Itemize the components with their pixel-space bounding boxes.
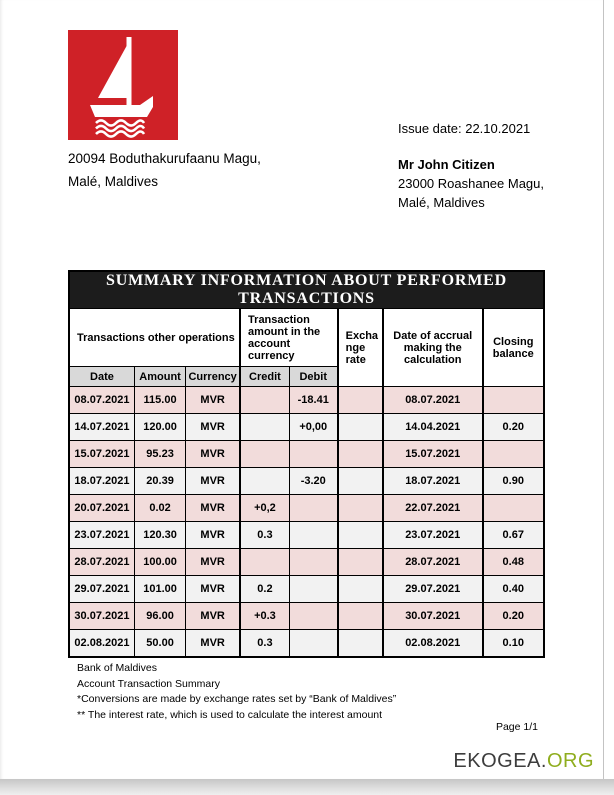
cell-credit: 0.3 bbox=[240, 522, 289, 549]
watermark-green-text: ORG bbox=[546, 750, 594, 772]
sailboat-icon bbox=[68, 30, 178, 140]
cell-amount: 100.00 bbox=[134, 549, 185, 576]
cell-amount: 20.39 bbox=[134, 468, 185, 495]
sender-address bbox=[68, 147, 261, 193]
cell-accrual-date: 18.07.2021 bbox=[383, 468, 483, 495]
footer-note-interest: ** The interest rate, which is used to calculate the interest amount bbox=[77, 708, 383, 721]
cell-closing-balance bbox=[483, 387, 544, 414]
cell-currency: MVR bbox=[186, 630, 240, 657]
cell-closing-balance: 0.10 bbox=[483, 630, 544, 657]
cell-credit: +0.3 bbox=[240, 603, 289, 630]
cell-amount: 0.02 bbox=[134, 495, 185, 522]
cell-closing-balance: 0.90 bbox=[483, 468, 544, 495]
cell-currency: MVR bbox=[186, 387, 240, 414]
table-row bbox=[69, 630, 544, 657]
cell-debit bbox=[289, 522, 337, 549]
table-row bbox=[69, 522, 544, 549]
cell-currency: MVR bbox=[186, 576, 240, 603]
page-bottom-shadow bbox=[0, 779, 614, 795]
cell-accrual-date: 28.07.2021 bbox=[383, 549, 483, 576]
table-title-row bbox=[69, 271, 544, 309]
cell-exchange-rate bbox=[338, 522, 383, 549]
cell-accrual-date: 22.07.2021 bbox=[383, 495, 483, 522]
cell-currency: MVR bbox=[186, 414, 240, 441]
cell-exchange-rate bbox=[338, 576, 383, 603]
cell-date: 23.07.2021 bbox=[69, 522, 134, 549]
cell-exchange-rate bbox=[338, 414, 383, 441]
table-row bbox=[69, 603, 544, 630]
cell-date: 29.07.2021 bbox=[69, 576, 134, 603]
table-row bbox=[69, 441, 544, 468]
cell-credit: 0.2 bbox=[240, 576, 289, 603]
header-transaction-amount: Transaction amount in the account currency bbox=[240, 309, 338, 367]
table-row bbox=[69, 495, 544, 522]
cell-debit bbox=[289, 441, 337, 468]
footer-doc-type: Account Transaction Summary bbox=[77, 677, 220, 690]
cell-closing-balance: 0.40 bbox=[483, 576, 544, 603]
cell-currency: MVR bbox=[186, 603, 240, 630]
table-row bbox=[69, 387, 544, 414]
cell-closing-balance: 0.20 bbox=[483, 414, 544, 441]
cell-accrual-date: 15.07.2021 bbox=[383, 441, 483, 468]
cell-date: 28.07.2021 bbox=[69, 549, 134, 576]
cell-credit bbox=[240, 441, 289, 468]
cell-credit bbox=[240, 549, 289, 576]
page-number: Page 1/1 bbox=[495, 721, 538, 733]
cell-debit: +0,00 bbox=[289, 414, 337, 441]
cell-exchange-rate bbox=[338, 468, 383, 495]
subheader-debit: Debit bbox=[289, 367, 337, 387]
cell-exchange-rate bbox=[338, 387, 383, 414]
cell-date: 20.07.2021 bbox=[69, 495, 134, 522]
transactions-table bbox=[68, 270, 545, 658]
sender-address-line: Malé, Maldives bbox=[68, 174, 159, 189]
cell-debit bbox=[289, 549, 337, 576]
recipient-address-line: 23000 Roashanee Magu, bbox=[398, 176, 545, 191]
cell-amount: 101.00 bbox=[134, 576, 185, 603]
sender-address-line: 20094 Boduthakurufaanu Magu, bbox=[68, 151, 261, 166]
cell-closing-balance: 0.48 bbox=[483, 549, 544, 576]
bank-logo bbox=[68, 30, 178, 140]
cell-date: 14.07.2021 bbox=[69, 414, 134, 441]
cell-credit bbox=[240, 414, 289, 441]
cell-closing-balance bbox=[483, 495, 544, 522]
cell-closing-balance: 0.67 bbox=[483, 522, 544, 549]
cell-date: 08.07.2021 bbox=[69, 387, 134, 414]
subheader-currency: Currency bbox=[186, 367, 240, 387]
footer-bank-name: Bank of Maldives bbox=[77, 662, 157, 674]
cell-accrual-date: 29.07.2021 bbox=[383, 576, 483, 603]
cell-currency: MVR bbox=[186, 522, 240, 549]
table-row bbox=[69, 468, 544, 495]
subheader-amount: Amount bbox=[134, 367, 185, 387]
footer-notes bbox=[77, 661, 396, 723]
cell-amount: 115.00 bbox=[134, 387, 185, 414]
cell-accrual-date: 02.08.2021 bbox=[383, 630, 483, 657]
cell-debit: -18.41 bbox=[289, 387, 337, 414]
cell-closing-balance: 0.20 bbox=[483, 603, 544, 630]
cell-date: 18.07.2021 bbox=[69, 468, 134, 495]
header-transactions-other-operations: Transactions other operations bbox=[69, 309, 240, 367]
cell-exchange-rate bbox=[338, 441, 383, 468]
cell-debit bbox=[289, 630, 337, 657]
footer-note-conversions: *Conversions are made by exchange rates set by “Bank of Maldives” bbox=[77, 693, 397, 705]
cell-credit bbox=[240, 468, 289, 495]
cell-amount: 50.00 bbox=[134, 630, 185, 657]
recipient-name: Mr John Citizen bbox=[398, 157, 495, 172]
cell-credit bbox=[240, 387, 289, 414]
recipient-address-line: Malé, Maldives bbox=[398, 195, 485, 210]
cell-closing-balance bbox=[483, 441, 544, 468]
table-row bbox=[69, 576, 544, 603]
cell-date: 02.08.2021 bbox=[69, 630, 134, 657]
ekogea-watermark bbox=[453, 750, 594, 773]
subheader-credit: Credit bbox=[240, 367, 289, 387]
cell-currency: MVR bbox=[186, 549, 240, 576]
cell-accrual-date: 14.04.2021 bbox=[383, 414, 483, 441]
issue-date: Issue date: 22.10.2021 bbox=[398, 121, 531, 136]
cell-debit bbox=[289, 495, 337, 522]
cell-date: 30.07.2021 bbox=[69, 603, 134, 630]
table-title: SUMMARY INFORMATION ABOUT PERFORMED TRANSACTIONS bbox=[69, 271, 544, 309]
table-group-header-row bbox=[69, 309, 544, 367]
cell-credit: 0.3 bbox=[240, 630, 289, 657]
recipient-block bbox=[398, 155, 544, 212]
cell-exchange-rate bbox=[338, 630, 383, 657]
cell-debit: -3.20 bbox=[289, 468, 337, 495]
cell-currency: MVR bbox=[186, 468, 240, 495]
cell-date: 15.07.2021 bbox=[69, 441, 134, 468]
cell-debit bbox=[289, 603, 337, 630]
cell-exchange-rate bbox=[338, 495, 383, 522]
cell-currency: MVR bbox=[186, 495, 240, 522]
cell-exchange-rate bbox=[338, 549, 383, 576]
cell-credit: +0,2 bbox=[240, 495, 289, 522]
header-exchange-rate: Exchange rate bbox=[338, 309, 383, 387]
cell-amount: 120.30 bbox=[134, 522, 185, 549]
cell-amount: 96.00 bbox=[134, 603, 185, 630]
subheader-date: Date bbox=[69, 367, 134, 387]
cell-accrual-date: 23.07.2021 bbox=[383, 522, 483, 549]
cell-debit bbox=[289, 576, 337, 603]
cell-currency: MVR bbox=[186, 441, 240, 468]
header-closing-balance: Closing balance bbox=[483, 309, 544, 387]
table-row bbox=[69, 549, 544, 576]
cell-accrual-date: 30.07.2021 bbox=[383, 603, 483, 630]
cell-accrual-date: 08.07.2021 bbox=[383, 387, 483, 414]
header-accrual-date: Date of accrual making the calculation bbox=[383, 309, 483, 387]
cell-exchange-rate bbox=[338, 603, 383, 630]
cell-amount: 95.23 bbox=[134, 441, 185, 468]
watermark-dark-text: EKOGEA. bbox=[453, 750, 547, 772]
table-body bbox=[69, 387, 544, 657]
table-row bbox=[69, 414, 544, 441]
cell-amount: 120.00 bbox=[134, 414, 185, 441]
